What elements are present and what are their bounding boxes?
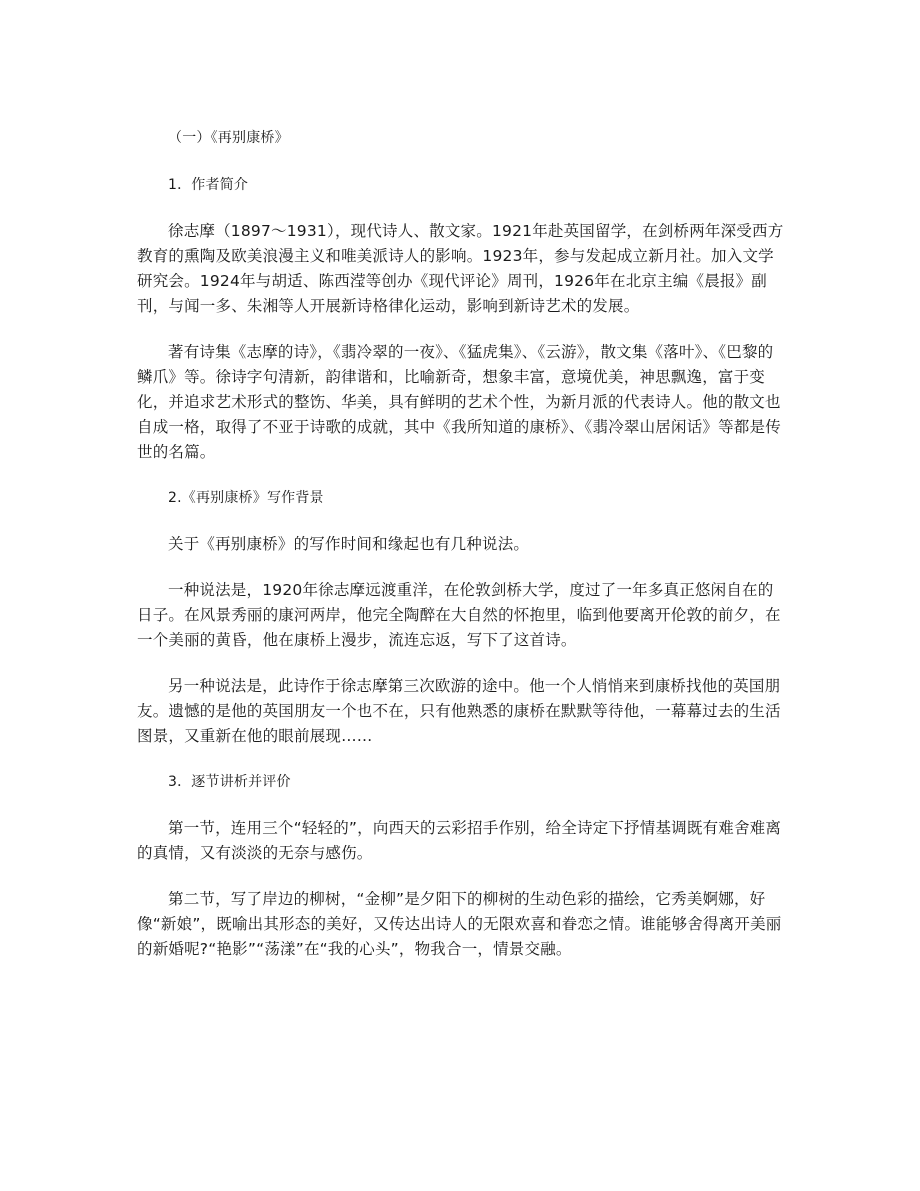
paragraph-second-account: 另一种说法是，此诗作于徐志摩第三次欧游的途中。他一个人悄悄来到康桥找他的英国朋友。遗憾的是他的英国朋友一个也不在，只有他熟悉的康桥在默默等待他，一幕幕过去的生活图景，又重新在他的眼前展现……	[137, 677, 781, 745]
section-title: （一）《再别康桥》	[168, 130, 289, 146]
document-body	[137, 126, 787, 962]
paragraph-section-one: 第一节，连用三个“轻轻的”，向西天的云彩招手作别，给全诗定下抒情基调既有难舍难离的真情，又有淡淡的无奈与感伤。	[137, 819, 782, 862]
paragraph-works: 著有诗集《志摩的诗》，《翡冷翠的一夜》、《猛虎集》、《云游》，散文集《落叶》、《巴黎的鳞爪》等。徐诗字句清新，韵律谐和，比喻新奇，想象丰富，意境优美，神思飘逸，富于变化，并追求艺术形式的整饬、华美，具有鲜明的艺术个性，为新月派的代表诗人。他的散文也自成一格，取得了不亚于诗歌的成就，其中《我所知道的康桥》、《翡冷翠山居闲话》等都是传世的名篇。	[137, 343, 781, 461]
paragraph-author-bio: 徐志摩（1897～1931），现代诗人、散文家。1921年赴英国留学，在剑桥两年深受西方教育的熏陶及欧美浪漫主义和唯美派诗人的影响。1923年，参与发起成立新月社。加入文学研究会。1924年与胡适、陈西滢等创办《现代评论》周刊，1926年在北京主编《晨报》副刊，与闻一多、朱湘等人开展新诗格律化运动，影响到新诗艺术的发展。	[137, 222, 784, 315]
heading-analysis: 3．逐节讲析并评价	[168, 774, 291, 790]
paragraph-section-two: 第二节，写了岸边的柳树，“金柳”是夕阳下的柳树的生动色彩的描绘，它秀美婀娜，好像“新娘”，既喻出其形态的美好，又传达出诗人的无限欢喜和眷恋之情。谁能够舍得离开美丽的新婚呢?“艳影”“荡漾”在“我的心头”，物我合一，情景交融。	[137, 890, 782, 958]
paragraph-background-intro: 关于《再别康桥》的写作时间和缘起也有几种说法。	[168, 535, 530, 553]
heading-background: 2.《再别康桥》写作背景	[168, 490, 324, 506]
paragraph-first-account: 一种说法是，1920年徐志摩远渡重洋，在伦敦剑桥大学，度过了一年多真正悠闲自在的日子。在风景秀丽的康河两岸，他完全陶醉在大自然的怀抱里，临到他要离开伦敦的前夕，在一个美丽的黄昏，他在康桥上漫步，流连忘返，写下了这首诗。	[137, 581, 781, 649]
heading-author-intro: 1．作者简介	[168, 177, 249, 193]
